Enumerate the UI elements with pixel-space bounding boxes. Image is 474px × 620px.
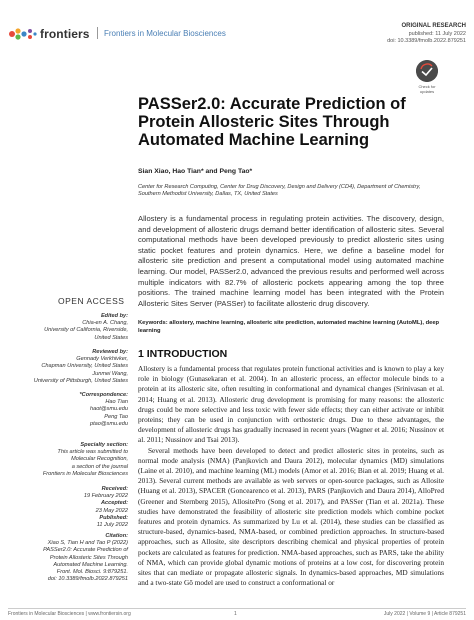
correspondence-label: *Correspondence:	[79, 392, 128, 398]
paragraph: Several methods have been developed to detect and predict allosteric sites in proteins, such as normal mode analysis (NMA) (Panjkovich and Daura 2012), molecular dynamics (MD) simulations (Laine et al. 2010), and machine learning (ML) models (Amor et al. 2016; Bian et al. 2019; Huang et al. 2013). Several current methods are available as web servers or open-source packages, such as Allosite (Huang et al. 2013), SPACER (Goncearenco et al. 2013), PARS (Panjkovich and Daura 2014), AlloPred (Greener and Sternberg 2015), AllositePro (Song et al. 2017), and PASSer (Tian et al. 2021a). These studies have demonstrated the feasibility of allosteric site prediction models which combine pocket features and protein dynamics. As summarized by Lu et al. (2014), these studies can be classified as structure-based, dynamics-based, NMA-based, or combined prediction approaches. In structure-based approaches, such as Allosite, site descriptors describing chemical and physical properties of protein pockets are calculated as features for prediction. NMA-based approaches, such as PARS, take the ability of NMA, which can provide global dynamic motions of proteins at a low cost, for discovering protein sites that can mediate or propagate allosteric signals. In dynamics-based approaches, MD simulations and a two-state Gō model are used to construct a conformational or	[138, 445, 444, 588]
citation-line: Xiao S, Tian H and Tao P (2022)	[47, 540, 128, 547]
published-date: published: 11 July 2022	[408, 31, 466, 37]
correspondent-name: Hao Tian	[105, 399, 128, 406]
article-authors: Sian Xiao, Hao Tian* and Peng Tao*	[138, 168, 253, 175]
doi-link[interactable]: doi: 10.3389/fmolb.2022.879251	[387, 38, 466, 44]
citation-doi[interactable]: doi: 10.3389/fmolb.2022.879251	[47, 576, 128, 583]
check-for-updates-icon[interactable]	[416, 60, 438, 82]
reviewer-line: Junmei Wang,	[92, 370, 128, 377]
correspondent-name: Peng Tao	[104, 413, 128, 420]
citation-line: Front. Mol. Biosci. 9:879251.	[56, 569, 128, 576]
correspondent-email[interactable]: ptao@smu.edu	[89, 420, 128, 427]
specialty-line: Molecular Recognition,	[71, 456, 128, 463]
specialty-block	[8, 442, 128, 478]
received-date: 19 February 2022	[83, 493, 128, 500]
article-type: ORIGINAL RESEARCH	[401, 23, 466, 29]
citation-line: PASSer2.0: Accurate Prediction of	[43, 547, 128, 554]
specialty-label: Specialty section:	[80, 442, 128, 448]
paragraph: Allostery is a fundamental process that regulates protein functional activities and is known to play a key role in biology (Gunasekaran et al. 2004). In an allosteric process, an effector molecule binds to a protein at its allosteric site, often resulting in conformational and dynamical changes (Srinivasan et al. 2014; Huang et al. 2013). Allosteric drug development is promising for many reasons: the allosteric drugs could be more selective and less toxic with fewer side effects; they can either activate or inhibit proteins; they can be used in conjunction with orthosteric drugs. Due to these advantages, the development of allosteric drugs has gradually increased in recent years (Wagner et al. 2016; Nussinov et al. 2011; Nussinov and Tsai 2013).	[138, 364, 444, 445]
frontiers-logo-icon	[8, 26, 38, 42]
correspondence-block	[8, 392, 128, 428]
footer-rule	[8, 608, 466, 609]
check-for-updates-label: Check for updates	[418, 84, 436, 94]
citation-block	[8, 533, 128, 583]
published-label: Published:	[99, 514, 128, 521]
citation-line: Protein Allosteric Sites Through	[49, 554, 128, 561]
introduction-body	[138, 364, 444, 588]
accepted-label: Accepted:	[100, 500, 128, 507]
article-title: PASSer2.0: Accurate Prediction of Protein Allosteric Sites Through Automated Machine Learning	[138, 95, 406, 149]
reviewed-by-block	[8, 349, 128, 385]
citation-line: Automated Machine Learning.	[53, 561, 128, 568]
header-divider	[97, 27, 98, 39]
received-label: Received:	[101, 486, 128, 492]
specialty-line: This article was submitted to	[57, 449, 128, 456]
specialty-line: Frontiers in Molecular Biosciences	[42, 470, 128, 477]
footer-volume-info: July 2022 | Volume 9 | Article 879251	[383, 611, 466, 617]
reviewed-by-label: Reviewed by:	[92, 349, 128, 355]
editor-line: United States	[94, 334, 128, 341]
editor-line: University of California, Riverside,	[44, 327, 128, 334]
footer-journal-url[interactable]: Frontiers in Molecular Biosciences | www.frontiersin.org	[8, 611, 131, 617]
dates-block	[8, 486, 128, 529]
correspondent-email[interactable]: haot@smu.edu	[89, 406, 128, 413]
editor-line: Chia-en A. Chang,	[82, 320, 128, 327]
section-heading-introduction: 1 INTRODUCTION	[138, 348, 228, 360]
edited-by-label: Edited by:	[100, 313, 128, 319]
citation-label: Citation:	[105, 533, 128, 539]
reviewer-line: Gennady Verkhivker,	[76, 356, 128, 363]
reviewer-line: University of Pittsburgh, United States	[33, 377, 128, 384]
accepted-date: 23 May 2022	[95, 507, 128, 514]
keywords	[138, 319, 444, 335]
open-access-label: OPEN ACCESS	[58, 296, 125, 306]
keywords-label: Keywords:	[138, 320, 168, 326]
reviewer-line: Chapman University, United States	[41, 363, 128, 370]
edited-by-block	[8, 313, 128, 342]
author-affiliation: Center for Research Computing, Center for Drug Discovery, Design and Delivery (CD4), Department of Chemistry, Southern Methodist University, Dallas, TX, United States	[138, 184, 421, 198]
keywords-list: allostery, machine learning, allosteric site prediction, automated machine learning (AutoML), deep learning	[138, 320, 440, 334]
published-side-date: 11 July 2022	[96, 522, 128, 529]
publisher-logo-text: frontiers	[40, 27, 90, 41]
page-number: 1	[234, 611, 237, 617]
journal-name[interactable]: Frontiers in Molecular Biosciences	[104, 29, 226, 38]
specialty-line: a section of the journal	[71, 463, 128, 470]
abstract: Allostery is a fundamental process in regulating protein activities. The discovery, design, and development of allosteric drugs demand better identification of allosteric sites. Several computational methods have been developed previously to predict allosteric sites using static pocket features and protein dynamics. Here, we define a baseline model for allosteric site prediction and present a computational model using automated machine learning. Our model, PASSer2.0, advanced the previous results and performed well across multiple indicators with 82.7% of allosteric pockets appearing among the top three positions. The trained machine learning model has been integrated with the Protein Allosteric Sites Server (PASSer) to facilitate allosteric drug discovery.	[138, 214, 444, 308]
